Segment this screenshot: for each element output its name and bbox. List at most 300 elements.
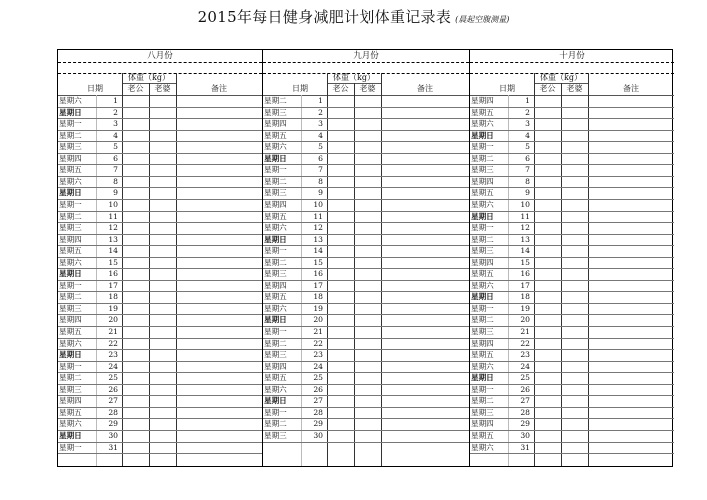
wife-weight-cell[interactable] (149, 222, 176, 234)
notes-cell[interactable] (176, 395, 262, 407)
wife-weight-cell[interactable] (354, 407, 381, 419)
husband-weight-cell[interactable] (327, 280, 354, 292)
husband-weight-cell[interactable] (327, 130, 354, 142)
husband-weight-cell[interactable] (122, 176, 149, 188)
wife-weight-cell[interactable] (561, 326, 588, 338)
husband-weight-cell[interactable] (122, 164, 149, 176)
husband-weight-cell[interactable] (534, 130, 561, 142)
husband-weight-cell[interactable] (534, 349, 561, 361)
wife-weight-cell[interactable] (354, 314, 381, 326)
wife-weight-cell[interactable] (149, 234, 176, 246)
wife-weight-cell[interactable] (149, 395, 176, 407)
husband-weight-cell[interactable] (534, 222, 561, 234)
husband-weight-cell[interactable] (327, 418, 354, 430)
wife-weight-cell[interactable] (561, 442, 588, 454)
wife-weight-cell[interactable] (354, 338, 381, 350)
wife-weight-cell[interactable] (354, 153, 381, 165)
wife-weight-cell[interactable] (354, 280, 381, 292)
notes-cell[interactable] (588, 153, 674, 165)
husband-weight-cell[interactable] (122, 268, 149, 280)
husband-weight-cell[interactable] (122, 257, 149, 269)
wife-weight-cell[interactable] (561, 430, 588, 442)
wife-weight-cell[interactable] (149, 130, 176, 142)
husband-weight-cell[interactable] (122, 418, 149, 430)
husband-weight-cell[interactable] (327, 268, 354, 280)
table-row (58, 418, 262, 430)
notes-cell[interactable] (381, 118, 469, 130)
notes-cell[interactable] (176, 257, 262, 269)
husband-weight-cell[interactable] (327, 95, 354, 107)
husband-weight-cell[interactable] (534, 164, 561, 176)
wife-weight-cell[interactable] (354, 418, 381, 430)
notes-cell[interactable] (381, 418, 469, 430)
notes-cell[interactable] (381, 164, 469, 176)
husband-weight-cell[interactable] (534, 199, 561, 211)
wife-weight-cell[interactable] (561, 222, 588, 234)
wife-weight-cell[interactable] (561, 291, 588, 303)
husband-weight-cell[interactable] (122, 107, 149, 119)
notes-cell[interactable] (176, 303, 262, 315)
wife-weight-cell[interactable] (149, 372, 176, 384)
husband-weight-cell[interactable] (122, 326, 149, 338)
notes-cell[interactable] (588, 257, 674, 269)
husband-weight-cell[interactable] (327, 153, 354, 165)
wife-weight-cell[interactable] (149, 418, 176, 430)
husband-weight-cell[interactable] (122, 211, 149, 223)
wife-weight-cell[interactable] (149, 291, 176, 303)
wife-weight-cell[interactable] (149, 384, 176, 396)
notes-cell[interactable] (176, 268, 262, 280)
husband-weight-cell[interactable] (534, 95, 561, 107)
day-number-cell: 26 (108, 384, 118, 394)
wife-weight-cell[interactable] (561, 234, 588, 246)
wife-weight-cell[interactable] (149, 361, 176, 373)
wife-weight-cell[interactable] (149, 349, 176, 361)
husband-weight-cell[interactable] (122, 407, 149, 419)
notes-cell[interactable] (588, 407, 674, 419)
wife-weight-cell[interactable] (354, 95, 381, 107)
notes-cell[interactable] (176, 118, 262, 130)
notes-cell[interactable] (588, 187, 674, 199)
husband-weight-cell[interactable] (122, 153, 149, 165)
day-number-cell: 22 (520, 338, 530, 348)
notes-cell[interactable] (381, 107, 469, 119)
wife-weight-cell[interactable] (354, 222, 381, 234)
notes-cell[interactable] (588, 326, 674, 338)
notes-cell[interactable] (381, 314, 469, 326)
husband-weight-cell[interactable] (122, 245, 149, 257)
notes-cell[interactable] (176, 141, 262, 153)
husband-weight-cell[interactable] (122, 395, 149, 407)
notes-cell[interactable] (588, 95, 674, 107)
husband-weight-cell[interactable] (534, 141, 561, 153)
husband-weight-cell[interactable] (327, 407, 354, 419)
notes-cell[interactable] (381, 372, 469, 384)
notes-cell[interactable] (381, 291, 469, 303)
wife-weight-cell[interactable] (149, 187, 176, 199)
notes-cell[interactable] (381, 95, 469, 107)
notes-cell[interactable] (588, 176, 674, 188)
notes-cell[interactable] (588, 234, 674, 246)
husband-weight-cell[interactable] (122, 222, 149, 234)
husband-weight-cell[interactable] (534, 211, 561, 223)
husband-weight-cell[interactable] (327, 395, 354, 407)
husband-weight-cell[interactable] (327, 326, 354, 338)
wife-weight-cell[interactable] (354, 245, 381, 257)
husband-weight-cell[interactable] (327, 291, 354, 303)
wife-weight-cell[interactable] (561, 176, 588, 188)
notes-cell[interactable] (588, 222, 674, 234)
notes-cell[interactable] (176, 211, 262, 223)
notes-cell[interactable] (381, 187, 469, 199)
husband-weight-cell[interactable] (534, 291, 561, 303)
wife-weight-cell[interactable] (354, 361, 381, 373)
day-number-cell: 15 (108, 257, 118, 267)
notes-cell[interactable] (588, 314, 674, 326)
notes-cell[interactable] (588, 349, 674, 361)
notes-cell[interactable] (176, 430, 262, 442)
wife-weight-cell[interactable] (149, 430, 176, 442)
wife-weight-cell[interactable] (149, 176, 176, 188)
wife-weight-cell[interactable] (149, 280, 176, 292)
wife-weight-cell[interactable] (561, 141, 588, 153)
husband-weight-cell[interactable] (534, 418, 561, 430)
table-row (58, 314, 262, 326)
notes-cell[interactable] (381, 361, 469, 373)
notes-cell[interactable] (176, 280, 262, 292)
husband-weight-cell[interactable] (534, 442, 561, 454)
notes-cell[interactable] (588, 291, 674, 303)
day-number-cell: 31 (520, 442, 530, 452)
notes-cell[interactable] (588, 303, 674, 315)
notes-cell[interactable] (176, 107, 262, 119)
wife-weight-cell[interactable] (561, 107, 588, 119)
wife-weight-cell[interactable] (354, 384, 381, 396)
husband-weight-cell[interactable] (327, 118, 354, 130)
notes-cell[interactable] (176, 245, 262, 257)
wife-weight-cell[interactable] (561, 303, 588, 315)
notes-cell[interactable] (588, 199, 674, 211)
husband-weight-cell[interactable] (122, 303, 149, 315)
husband-weight-cell[interactable] (534, 303, 561, 315)
husband-weight-cell[interactable] (327, 187, 354, 199)
notes-cell[interactable] (588, 107, 674, 119)
wife-weight-cell[interactable] (149, 407, 176, 419)
husband-weight-cell[interactable] (534, 268, 561, 280)
husband-weight-cell[interactable] (534, 245, 561, 257)
husband-weight-cell[interactable] (122, 187, 149, 199)
wife-weight-cell[interactable] (561, 372, 588, 384)
wife-weight-cell[interactable] (354, 372, 381, 384)
notes-cell[interactable] (381, 430, 469, 442)
wife-header: 老婆 (359, 84, 376, 93)
wife-weight-cell[interactable] (561, 245, 588, 257)
husband-weight-cell[interactable] (122, 234, 149, 246)
notes-cell[interactable] (381, 384, 469, 396)
wife-weight-cell[interactable] (149, 257, 176, 269)
notes-cell[interactable] (176, 95, 262, 107)
notes-cell[interactable] (176, 234, 262, 246)
husband-weight-cell[interactable] (122, 95, 149, 107)
husband-weight-cell[interactable] (122, 141, 149, 153)
husband-weight-cell[interactable] (534, 384, 561, 396)
notes-cell[interactable] (588, 395, 674, 407)
wife-weight-cell[interactable] (149, 153, 176, 165)
husband-weight-cell[interactable] (122, 199, 149, 211)
wife-weight-cell[interactable] (561, 268, 588, 280)
wife-weight-cell[interactable] (561, 199, 588, 211)
notes-cell[interactable] (588, 418, 674, 430)
notes-cell[interactable] (588, 130, 674, 142)
wife-weight-cell[interactable] (149, 164, 176, 176)
wife-weight-cell[interactable] (149, 303, 176, 315)
husband-weight-cell[interactable] (534, 118, 561, 130)
notes-cell[interactable] (176, 372, 262, 384)
husband-weight-cell[interactable] (327, 199, 354, 211)
husband-weight-cell[interactable] (327, 303, 354, 315)
wife-weight-cell[interactable] (354, 187, 381, 199)
wife-weight-cell[interactable] (354, 268, 381, 280)
husband-weight-cell[interactable] (327, 164, 354, 176)
notes-cell[interactable] (381, 257, 469, 269)
husband-weight-cell[interactable] (534, 176, 561, 188)
notes-cell[interactable] (176, 349, 262, 361)
notes-cell[interactable] (381, 303, 469, 315)
wife-weight-cell[interactable] (149, 211, 176, 223)
notes-cell[interactable] (381, 245, 469, 257)
notes-cell[interactable] (176, 130, 262, 142)
notes-cell[interactable] (381, 338, 469, 350)
wife-weight-cell[interactable] (561, 361, 588, 373)
notes-cell[interactable] (381, 349, 469, 361)
wife-weight-cell[interactable] (561, 130, 588, 142)
husband-weight-cell[interactable] (534, 326, 561, 338)
notes-cell[interactable] (381, 141, 469, 153)
husband-weight-cell[interactable] (534, 187, 561, 199)
notes-cell[interactable] (381, 268, 469, 280)
wife-weight-cell[interactable] (149, 118, 176, 130)
wife-weight-cell[interactable] (561, 164, 588, 176)
notes-cell[interactable] (588, 372, 674, 384)
notes-cell[interactable] (588, 442, 674, 454)
notes-cell[interactable] (381, 326, 469, 338)
notes-cell[interactable] (588, 384, 674, 396)
wife-weight-cell[interactable] (354, 164, 381, 176)
wife-weight-cell[interactable] (354, 326, 381, 338)
husband-weight-cell[interactable] (327, 222, 354, 234)
wife-weight-cell[interactable] (354, 349, 381, 361)
weekday-cell: 星期四 (471, 419, 494, 429)
wife-weight-cell[interactable] (354, 130, 381, 142)
wife-weight-cell[interactable] (149, 326, 176, 338)
notes-cell[interactable] (176, 407, 262, 419)
husband-weight-cell[interactable] (327, 430, 354, 442)
notes-cell[interactable] (381, 395, 469, 407)
notes-cell[interactable] (176, 187, 262, 199)
notes-cell[interactable] (588, 268, 674, 280)
weekday-cell: 星期三 (264, 188, 287, 198)
wife-weight-cell[interactable] (149, 95, 176, 107)
wife-weight-cell[interactable] (561, 314, 588, 326)
notes-cell[interactable] (176, 326, 262, 338)
notes-cell[interactable] (176, 153, 262, 165)
husband-weight-cell[interactable] (534, 361, 561, 373)
wife-weight-cell[interactable] (354, 291, 381, 303)
husband-weight-cell[interactable] (122, 349, 149, 361)
weekday-cell: 星期三 (59, 303, 82, 313)
wife-weight-cell[interactable] (354, 141, 381, 153)
notes-cell[interactable] (588, 361, 674, 373)
notes-cell[interactable] (176, 442, 262, 454)
notes-cell[interactable] (176, 291, 262, 303)
husband-weight-cell[interactable] (327, 107, 354, 119)
wife-weight-cell[interactable] (149, 442, 176, 454)
notes-cell[interactable] (381, 407, 469, 419)
notes-cell[interactable] (176, 314, 262, 326)
husband-weight-cell[interactable] (534, 153, 561, 165)
wife-weight-cell[interactable] (561, 95, 588, 107)
wife-weight-cell[interactable] (354, 107, 381, 119)
notes-cell[interactable] (176, 164, 262, 176)
notes-cell[interactable] (381, 234, 469, 246)
day-number-cell: 30 (520, 430, 530, 440)
husband-weight-cell[interactable] (327, 176, 354, 188)
notes-cell[interactable] (176, 384, 262, 396)
wife-weight-cell[interactable] (561, 384, 588, 396)
wife-weight-cell[interactable] (149, 199, 176, 211)
wife-weight-cell[interactable] (561, 211, 588, 223)
notes-cell[interactable] (588, 280, 674, 292)
husband-weight-cell[interactable] (327, 141, 354, 153)
husband-weight-cell[interactable] (534, 395, 561, 407)
notes-cell[interactable] (588, 164, 674, 176)
notes-cell[interactable] (176, 222, 262, 234)
wife-weight-cell[interactable] (354, 199, 381, 211)
husband-weight-cell[interactable] (534, 407, 561, 419)
weekday-cell: 星期一 (264, 246, 287, 256)
husband-weight-cell[interactable] (534, 430, 561, 442)
wife-weight-cell[interactable] (354, 234, 381, 246)
husband-weight-cell[interactable] (327, 349, 354, 361)
husband-weight-cell[interactable] (534, 234, 561, 246)
husband-weight-cell[interactable] (122, 442, 149, 454)
wife-weight-cell[interactable] (561, 349, 588, 361)
day-number-cell: 14 (108, 246, 118, 256)
husband-weight-cell[interactable] (327, 245, 354, 257)
husband-weight-cell[interactable] (534, 280, 561, 292)
notes-cell[interactable] (381, 199, 469, 211)
husband-weight-cell[interactable] (327, 314, 354, 326)
weekday-cell: 星期一 (59, 442, 82, 452)
notes-cell[interactable] (588, 338, 674, 350)
notes-cell[interactable] (176, 338, 262, 350)
notes-cell[interactable] (176, 176, 262, 188)
wife-weight-cell[interactable] (149, 338, 176, 350)
wife-weight-cell[interactable] (149, 268, 176, 280)
notes-cell[interactable] (176, 418, 262, 430)
table-row (263, 303, 469, 315)
notes-cell[interactable] (381, 153, 469, 165)
husband-weight-cell[interactable] (122, 384, 149, 396)
husband-weight-cell[interactable] (534, 338, 561, 350)
wife-weight-cell[interactable] (561, 257, 588, 269)
wife-weight-cell[interactable] (354, 176, 381, 188)
wife-weight-cell[interactable] (561, 395, 588, 407)
notes-cell[interactable] (588, 118, 674, 130)
weekday-cell: 星期五 (471, 350, 494, 360)
notes-cell[interactable] (381, 176, 469, 188)
wife-weight-cell[interactable] (354, 395, 381, 407)
table-row (58, 176, 262, 188)
weekday-cell: 星期二 (264, 257, 287, 267)
wife-weight-cell[interactable] (354, 211, 381, 223)
notes-cell[interactable] (381, 211, 469, 223)
notes-cell[interactable] (176, 199, 262, 211)
wife-weight-cell[interactable] (354, 430, 381, 442)
notes-cell[interactable] (588, 141, 674, 153)
month-title: 九月份 (353, 51, 379, 61)
husband-weight-cell[interactable] (122, 430, 149, 442)
wife-weight-cell[interactable] (354, 257, 381, 269)
table-row (58, 338, 262, 350)
notes-cell[interactable] (588, 211, 674, 223)
wife-weight-cell[interactable] (354, 303, 381, 315)
husband-weight-cell[interactable] (122, 118, 149, 130)
husband-weight-cell[interactable] (534, 314, 561, 326)
husband-weight-cell[interactable] (122, 314, 149, 326)
husband-weight-cell[interactable] (327, 211, 354, 223)
husband-weight-cell[interactable] (122, 361, 149, 373)
wife-weight-cell[interactable] (561, 418, 588, 430)
date-header: 日期 (87, 84, 103, 93)
notes-cell[interactable] (381, 130, 469, 142)
husband-weight-cell[interactable] (327, 257, 354, 269)
notes-cell[interactable] (588, 430, 674, 442)
husband-weight-cell[interactable] (534, 372, 561, 384)
weekday-cell: 星期一 (59, 280, 82, 290)
husband-weight-cell[interactable] (327, 338, 354, 350)
husband-weight-cell[interactable] (327, 234, 354, 246)
weekday-cell: 星期四 (471, 176, 494, 186)
husband-weight-cell[interactable] (327, 361, 354, 373)
husband-weight-cell[interactable] (327, 384, 354, 396)
notes-cell[interactable] (381, 280, 469, 292)
wife-weight-cell[interactable] (561, 338, 588, 350)
husband-weight-cell[interactable] (122, 291, 149, 303)
wife-weight-cell[interactable] (561, 407, 588, 419)
wife-weight-cell[interactable] (561, 280, 588, 292)
husband-weight-cell[interactable] (534, 107, 561, 119)
wife-weight-cell[interactable] (149, 141, 176, 153)
notes-cell[interactable] (176, 361, 262, 373)
wife-weight-cell[interactable] (561, 118, 588, 130)
husband-weight-cell[interactable] (327, 372, 354, 384)
wife-weight-cell[interactable] (561, 187, 588, 199)
wife-weight-cell[interactable] (561, 153, 588, 165)
weekday-cell: 星期二 (471, 153, 494, 163)
notes-cell[interactable] (588, 245, 674, 257)
wife-weight-cell[interactable] (149, 245, 176, 257)
husband-weight-cell[interactable] (122, 130, 149, 142)
wife-weight-cell[interactable] (149, 314, 176, 326)
notes-cell[interactable] (381, 222, 469, 234)
wife-weight-cell[interactable] (354, 118, 381, 130)
husband-weight-cell[interactable] (122, 372, 149, 384)
wife-weight-cell[interactable] (149, 107, 176, 119)
husband-weight-cell[interactable] (122, 280, 149, 292)
husband-weight-cell[interactable] (534, 257, 561, 269)
husband-weight-cell[interactable] (122, 338, 149, 350)
